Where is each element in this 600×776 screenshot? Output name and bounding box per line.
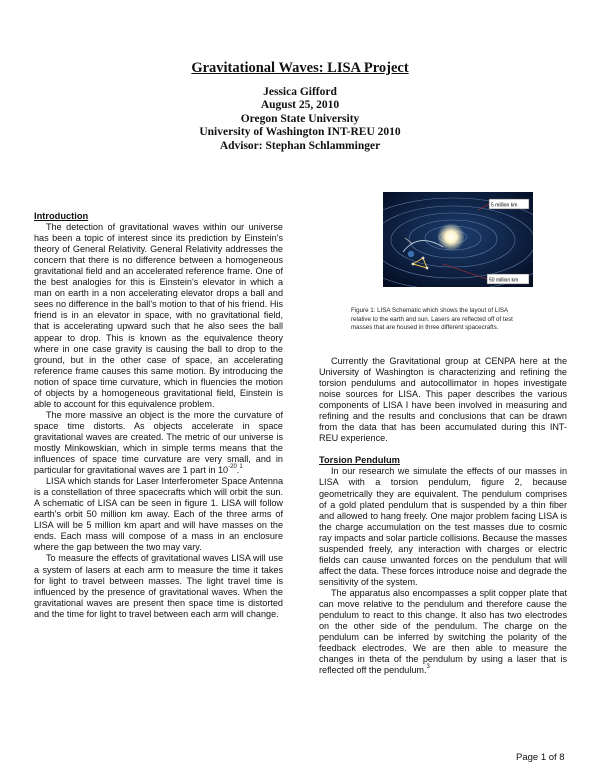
- torsion-paragraph-2: [319, 588, 567, 676]
- right-column: [319, 356, 567, 676]
- torsion-paragraph-2-text: The apparatus also encompasses a split copper plate that can move relative to the pendulum and therefore cause the pendulum to react to this change. It also has two electrodes on the other side of the pendulum. The charge on the pendulum can be inferred by switching the polarity of the feedback electrodes. We are then able to measure the changes in theta of the pendulum by using a laser that is reflected off the pendulum.: [319, 587, 567, 676]
- footnote-ref: 3: [426, 664, 430, 671]
- intro-paragraph-2-text: The more massive an object is the more the curvature of space time distorts. As objects accelerate in space gravitational waves are created. The metric of our universe is mostly Minkowskian, which in simple terms means that the influences of space time curvature are very small, and in particular for gravitational waves are 1 part in 10: [34, 409, 283, 476]
- exponent: -20: [228, 464, 237, 471]
- section-heading-introduction: Introduction: [34, 211, 89, 221]
- section-heading-torsion-pendulum: Torsion Pendulum: [319, 455, 400, 466]
- intro-paragraph-2: The more massive an object is the more the curvature of space time distorts. As objects accelerate in space gravitational waves are created. The metric of our universe is mostly Minkowskian, which in simple terms means that the influences of space time curvature are very small, and in particular for gravitational waves are 1 part in $10^{-20}.^1$: [34, 409, 283, 476]
- figure-label-50-million-km: 50 million km: [489, 277, 519, 284]
- program: University of Washington INT-REU 2010: [199, 126, 401, 139]
- intro-paragraph-1: The detection of gravitational waves within our universe has been a topic of interest since its prediction by Einstein's theory of General Relativity. General Relativity addresses the concern that there is no difference between a homogeneous gravitational field and an accelerated reference frame. One of the best analogies for this is Einstein's elevator in which a man on earth in a non accelerating elevator drops a ball and sees no difference in the ball's motion to that of his friend. His friend is in an elevator in space, with no gravitational field, that is accelerating upward such that he also sees the ball appear to drop. This is known as the equivalence theory where in one case gravity is causing the ball to drop to the ground, but in the other case of space, an accelerating reference frame causes this same motion. By introducing the notion of space time curvature, which in fluencies the motion of objects by a homogeneous gravitational field, Einstein is able to account for this equivalence problem.: [34, 222, 283, 409]
- intro-paragraph-3: LISA which stands for Laser Interferometer Space Antenna is a constellation of three spacecrafts which will orbit the sun. A schematic of LISA can be seen in figure 1. LISA will follow earth's orbit 50 million km away. Each of the three arms of LISA will be 5 million km apart and will have masses on the ends. Each mass will compose of a mass in an enclosure where the gap between the two may vary.: [34, 476, 283, 553]
- footnote-ref: 1: [239, 464, 243, 471]
- university: Oregon State University: [240, 112, 360, 125]
- intro-paragraph-4: To measure the effects of gravitational waves LISA will use a system of lasers at each arm to measure the time it takes for light to travel between masses. The light travel time is influenced by the presence of gravitational waves. When the gravitational waves are present then space time is distorted and the time for light to travel between each arm will change.: [34, 553, 283, 619]
- date: August 25, 2010: [260, 99, 340, 112]
- byline: [0, 86, 600, 153]
- lisa-schematic-figure: [383, 192, 533, 287]
- figure-label-5-million-km: 5 million km: [491, 202, 518, 209]
- left-column: [34, 211, 283, 620]
- page-number: Page 1 of 8: [516, 752, 565, 763]
- advisor: Advisor: Stephan Schlamminger: [219, 139, 381, 152]
- paper-title: Gravitational Waves: LISA Project: [191, 60, 409, 76]
- torsion-paragraph-1: In our research we simulate the effects of our masses in LISA with a torsion pendulum, figure 2, because geometrically they are equivalent. The pendulum comprises of a gold plated pendulum that is suspended by a thin fiber and allowed to hang freely. One major problem facing LISA is the charge accumulation on the test masses due to cosmic ray impacts and solar particle collisions. Because the masses suspended freely, any interaction with charges or electric fields can cause unwanted forces on the pendulum that will affect the data. These forces introduce noise and degrade the sensitivity of the system.: [319, 466, 567, 587]
- author: Jessica Gifford: [263, 86, 337, 98]
- lisa-schematic-image: [383, 192, 533, 287]
- figure-caption: Figure 1: LISA Schematic which shows the layout of LISA relative to the earth and sun. Lasers are reflected off of test masses that are housed in three different spacecrafts.: [351, 307, 513, 332]
- right-paragraph-1: Currently the Gravitational group at CENPA here at the University of Washington is characterizing and refining the torsion pendulums and autocollimator in hopes investigate noise sources for LISA. This paper describes the various components of LISA I have been involved in measuring and refining and the results and conclusions that can be drawn from the data that has been accumulated during this INT-REU experience.: [319, 356, 567, 444]
